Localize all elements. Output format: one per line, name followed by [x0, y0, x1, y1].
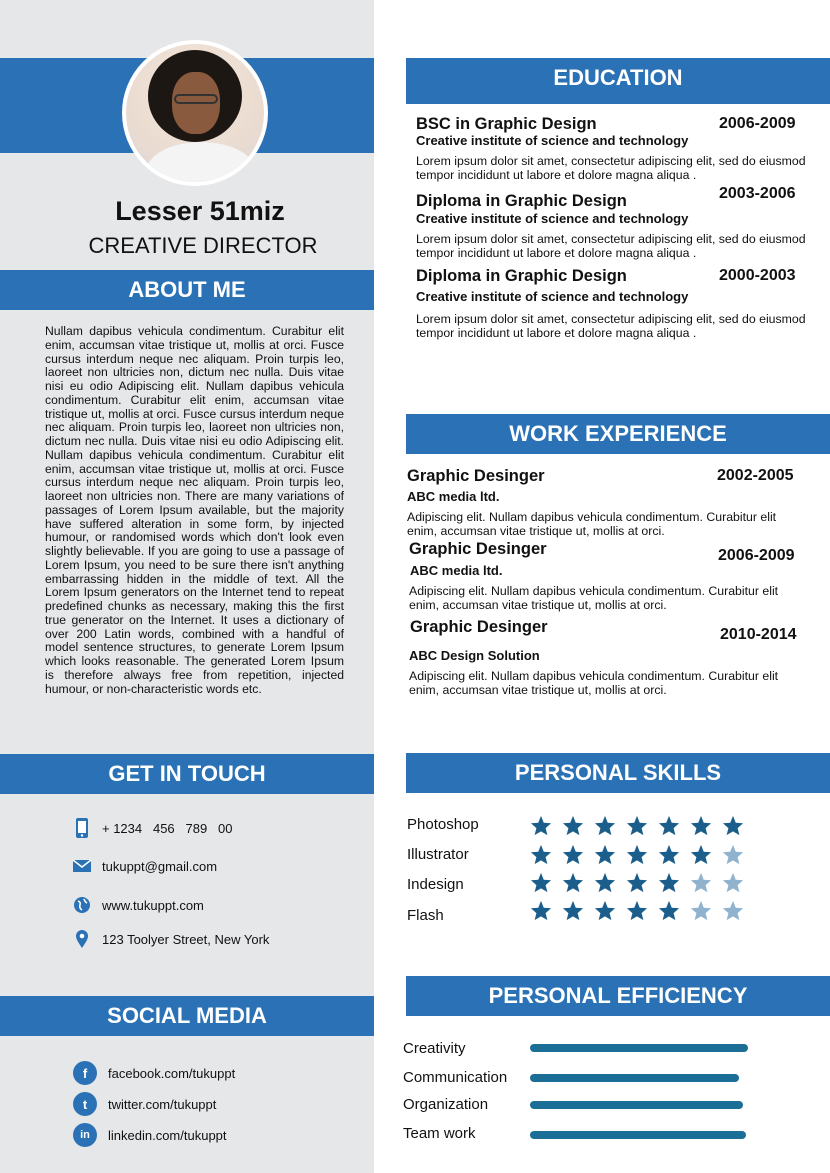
- social-facebook[interactable]: [73, 1061, 235, 1085]
- about-heading: ABOUT ME: [0, 270, 374, 310]
- education-desc: Lorem ipsum dolor sit amet, consectetur adipiscing elit, sed do eiusmod tempor incididunt ut labore et dolore magna aliqua .: [416, 312, 806, 340]
- star-filled-icon: [621, 843, 653, 867]
- skill-label: Flash: [407, 907, 444, 924]
- education-title: BSC in Graphic Design: [416, 115, 597, 133]
- contact-address: [72, 929, 269, 949]
- efficiency-bar-fill: [530, 1074, 739, 1082]
- contact-email-text[interactable]: tukuppt@gmail.com: [102, 858, 218, 874]
- efficiency-bar: [530, 1074, 750, 1082]
- work-company: ABC media ltd.: [410, 563, 503, 578]
- work-desc: Adipiscing elit. Nullam dapibus vehicula condimentum. Curabitur elit enim, accumsan vitae tristique ut, mollis at orci.: [407, 510, 777, 538]
- contact-phone: [72, 818, 232, 838]
- efficiency-label: Creativity: [403, 1040, 466, 1057]
- star-empty-icon: [717, 899, 749, 923]
- efficiency-label: Communication: [403, 1069, 508, 1086]
- efficiency-bar-fill: [530, 1044, 748, 1052]
- social-twitter[interactable]: [73, 1092, 216, 1116]
- education-school: Creative institute of science and technology: [416, 133, 689, 148]
- phone-icon: [72, 818, 92, 838]
- profile-photo: [122, 40, 268, 186]
- star-filled-icon: [621, 871, 653, 895]
- skill-stars: [525, 814, 749, 838]
- education-school: Creative institute of science and technology: [416, 211, 689, 226]
- star-filled-icon: [653, 899, 685, 923]
- contact-phone-text: + 1234 456 789 00: [102, 820, 233, 836]
- efficiency-bar: [530, 1044, 750, 1052]
- star-filled-icon: [525, 814, 557, 838]
- social-linkedin-text[interactable]: linkedin.com/tukuppt: [108, 1127, 227, 1143]
- star-filled-icon: [525, 871, 557, 895]
- work-company: ABC media ltd.: [407, 489, 500, 504]
- star-filled-icon: [653, 814, 685, 838]
- location-pin-icon: [72, 929, 92, 949]
- about-text: Nullam dapibus vehicula condimentum. Curabitur elit enim, accumsan vitae tristique ut, mollis at orci. Fusce cursus interdum neque nec aliquam. Proin turpis leo, laoreet non ultricies non, dictum nec nulla. Duis vitae nisi eu odio Adipiscing elit. Nullam dapibus vehicula condimentum. Curabitur elit enim, accumsan vitae tristique ut, mollis at orci. Fusce cursus interdum neque nec aliquam. Proin turpis leo, laoreet non ultricies non, dictum nec nulla. Duis vitae nisi eu odio Adipiscing elit. Nullam dapibus vehicula condimentum. Curabitur elit enim, accumsan vitae tristique ut, mollis at orci. Fusce cursus interdum neque nec aliquam. Proin turpis leo, laoreet non ultricies non. There are many variations of passages of Lorem Ipsum available, but the majority have suffered alteration in some form, by injected humour, or randomised words which don't look even slightly believable. If you are going to use a passage of Lorem Ipsum, you need to be sure there isn't anything embarrassing hidden in the middle of text. All the Lorem Ipsum generators on the Internet tend to repeat predefined chunks as necessary, making this the first true generator on the Internet. It uses a dictionary of over 200 Latin words, combined with a handful of model sentence structures, to generate Lorem Ipsum which looks reasonable. The generated Lorem Ipsum is therefore always free from repetition, injected humour, or non-characteristic words etc.: [45, 324, 344, 696]
- star-filled-icon: [589, 899, 621, 923]
- contact-heading: GET IN TOUCH: [0, 754, 374, 794]
- education-years: 2000-2003: [719, 267, 796, 284]
- profile-name: Lesser 51miz: [115, 196, 285, 226]
- facebook-icon: f: [73, 1061, 97, 1085]
- education-heading: EDUCATION: [406, 58, 830, 98]
- social-heading: SOCIAL MEDIA: [0, 996, 374, 1036]
- skill-stars: [525, 871, 749, 895]
- twitter-icon: t: [73, 1092, 97, 1116]
- work-title: Graphic Desinger: [407, 467, 545, 485]
- star-filled-icon: [557, 899, 589, 923]
- globe-icon: [72, 895, 92, 915]
- work-title: Graphic Desinger: [409, 540, 547, 558]
- star-filled-icon: [621, 814, 653, 838]
- star-filled-icon: [589, 843, 621, 867]
- skill-label: Illustrator: [407, 846, 469, 863]
- skills-heading: PERSONAL SKILLS: [406, 753, 830, 793]
- education-desc: Lorem ipsum dolor sit amet, consectetur adipiscing elit, sed do eiusmod tempor incididunt ut labore et dolore magna aliqua .: [416, 232, 806, 260]
- work-desc: Adipiscing elit. Nullam dapibus vehicula condimentum. Curabitur elit enim, accumsan vitae tristique ut, mollis at orci.: [409, 669, 779, 697]
- star-filled-icon: [525, 843, 557, 867]
- efficiency-heading: PERSONAL EFFICIENCY: [406, 976, 830, 1016]
- skill-label: Indesign: [407, 876, 464, 893]
- star-filled-icon: [589, 814, 621, 838]
- education-school: Creative institute of science and technology: [416, 289, 689, 304]
- star-filled-icon: [685, 814, 717, 838]
- profile-role: CREATIVE DIRECTOR: [88, 233, 318, 258]
- linkedin-icon: in: [73, 1123, 97, 1147]
- efficiency-bar-fill: [530, 1101, 743, 1109]
- efficiency-bar: [530, 1131, 750, 1139]
- star-empty-icon: [685, 899, 717, 923]
- skill-label: Photoshop: [407, 816, 479, 833]
- star-filled-icon: [685, 843, 717, 867]
- efficiency-label: Team work: [403, 1125, 476, 1142]
- work-years: 2006-2009: [718, 547, 795, 564]
- star-filled-icon: [557, 843, 589, 867]
- education-title: Diploma in Graphic Design: [416, 192, 627, 210]
- star-filled-icon: [589, 871, 621, 895]
- efficiency-bar: [530, 1101, 750, 1109]
- efficiency-label: Organization: [403, 1096, 489, 1113]
- education-years: 2006-2009: [719, 115, 796, 132]
- contact-website-text[interactable]: www.tukuppt.com: [102, 897, 204, 913]
- skill-stars: [525, 899, 749, 923]
- star-empty-icon: [685, 871, 717, 895]
- contact-email[interactable]: [72, 856, 217, 876]
- work-years: 2010-2014: [720, 626, 797, 643]
- star-filled-icon: [557, 871, 589, 895]
- work-title: Graphic Desinger: [410, 618, 548, 636]
- work-heading: WORK EXPERIENCE: [406, 414, 830, 454]
- contact-website[interactable]: [72, 895, 204, 915]
- star-filled-icon: [525, 899, 557, 923]
- work-company: ABC Design Solution: [409, 648, 540, 663]
- contact-address-text: 123 Toolyer Street, New York: [102, 931, 270, 947]
- star-filled-icon: [717, 814, 749, 838]
- star-filled-icon: [621, 899, 653, 923]
- star-filled-icon: [557, 814, 589, 838]
- education-desc: Lorem ipsum dolor sit amet, consectetur adipiscing elit, sed do eiusmod tempor incididunt ut labore et dolore magna aliqua .: [416, 154, 806, 182]
- social-twitter-text[interactable]: twitter.com/tukuppt: [108, 1096, 217, 1112]
- education-title: Diploma in Graphic Design: [416, 267, 627, 285]
- social-facebook-text[interactable]: facebook.com/tukuppt: [108, 1065, 236, 1081]
- social-linkedin[interactable]: [73, 1123, 227, 1147]
- star-filled-icon: [653, 843, 685, 867]
- education-divider: [406, 98, 830, 104]
- work-desc: Adipiscing elit. Nullam dapibus vehicula condimentum. Curabitur elit enim, accumsan vitae tristique ut, mollis at orci.: [409, 584, 779, 612]
- star-empty-icon: [717, 843, 749, 867]
- email-icon: [72, 856, 92, 876]
- star-empty-icon: [717, 871, 749, 895]
- work-years: 2002-2005: [717, 467, 794, 484]
- star-filled-icon: [653, 871, 685, 895]
- education-years: 2003-2006: [719, 185, 796, 202]
- efficiency-bar-fill: [530, 1131, 746, 1139]
- skill-stars: [525, 843, 749, 867]
